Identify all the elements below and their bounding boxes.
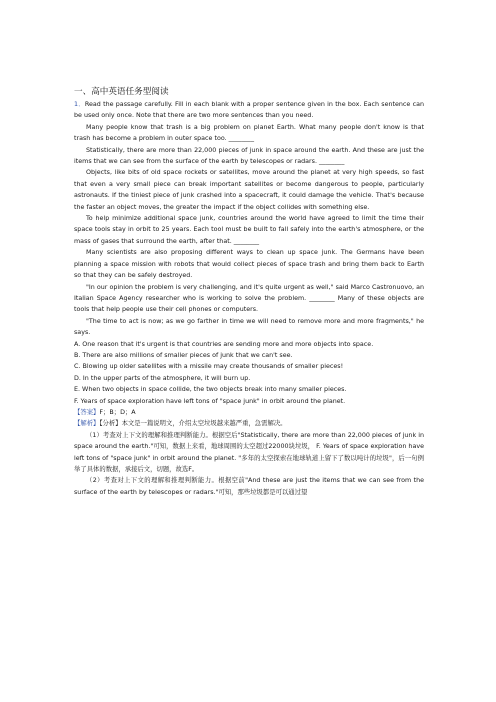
option-e: E. When two objects in space collide, the two objects break into many smaller pieces. bbox=[74, 386, 347, 394]
analysis-tag: 【解析】 bbox=[74, 420, 100, 428]
answer-text: F；B；D；A bbox=[99, 408, 136, 416]
answer-tag: 【答案】 bbox=[74, 408, 100, 416]
passage-paragraph: Many scientists are also proposing different ways to clean up space junk. The Germans have been planning a space mission with robots that would collect pieces of space trash and bring them back to Earth so that they can be safely destroyed. bbox=[74, 249, 424, 280]
option-b: B. There are also millions of smaller pieces of junk that we can't see. bbox=[74, 351, 293, 359]
option-d: D. In the upper parts of the atmosphere, it will burn up. bbox=[74, 374, 251, 382]
passage-paragraph: "In our opinion the problem is very challenging, and it's quite urgent as well," said Marco Castronuovo, an Italian Space Agency researcher who is working to solve the problem. ________ Many of these objects are tools that help people use their cell phones or computers. bbox=[74, 283, 424, 314]
question-number: 1． bbox=[74, 101, 85, 108]
analysis-intro: 【分析】本文是一篇说明文，介绍太空垃圾越来越严重，急需解决。 bbox=[99, 420, 287, 428]
analysis-2: （2）考查对上下文的理解和推理判断能力。根据空前"And these are just the items that we can see from the surface of the earth by telescopes or radars."可知，那些垃圾都是可以通过望 bbox=[74, 477, 424, 496]
passage-paragraph: Statistically, there are more than 22,000 pieces of junk in space around the earth. And these are just the items that we can see from the surface of the earth by telescopes or radars. ________ bbox=[74, 146, 424, 166]
passage-paragraph: "The time to act is now; as we go farther in time we will need to remove more and more fragments," he says. bbox=[74, 317, 424, 337]
analysis-intro-line bbox=[74, 418, 424, 429]
instructions-text: Read the passage carefully. Fill in each blank with a proper sentence given in the box. Each sentence can be used only once. Note that there are two more sentences than you need. bbox=[74, 101, 424, 120]
section-title: 一、高中英语任务型阅读 bbox=[74, 87, 169, 97]
option-f: F. Years of space exploration have left tons of "space junk" in orbit around the planet. bbox=[74, 397, 346, 405]
answer-line bbox=[74, 407, 424, 418]
option-a: A. One reason that it's urgent is that countries are sending more and more objects into space. bbox=[74, 340, 374, 348]
passage-paragraph: To help minimize additional space junk, countries around the world have agreed to limit the time their space tools stay in orbit to 25 years. Each tool must be built to fall safely into the earth's atmosphere, or the mass of gases that surround the earth, after that. ________ bbox=[74, 215, 424, 245]
document-content bbox=[74, 86, 424, 498]
analysis-1: （1）考查对上下文的理解和推理判断能力。根据空后"Statistically, there are more than 22,000 pieces of junk in space around the earth."可知，数据上来看，地球周围的太空超过22000块垃圾， F. Years of space exploration have left tons of "space junk" in orbit around the planet. "多年的太空探索在地球轨道上留下了数以吨计的垃圾"，后一句例举了具体的数据，承接后文，切题，故选F。 bbox=[74, 431, 424, 473]
option-c: C. Blowing up older satellites with a missile may create thousands of smaller pieces! bbox=[74, 363, 344, 371]
instructions bbox=[74, 99, 424, 122]
passage-paragraph: Many people know that trash is a big problem on planet Earth. What many people don't know is that trash has become a problem in outer space too. ________ bbox=[74, 123, 424, 143]
passage-paragraph: Objects, like bits of old space rockets or satellites, move around the planet at very high speeds, so fast that even a very small piece can break important satellites or become dangerous to people, particularly astronauts. If the tiniest piece of junk crashed into a spacecraft, it could damage the vehicle. That's because the faster an object moves, the greater the impact if the object collides with something else. bbox=[74, 169, 424, 211]
